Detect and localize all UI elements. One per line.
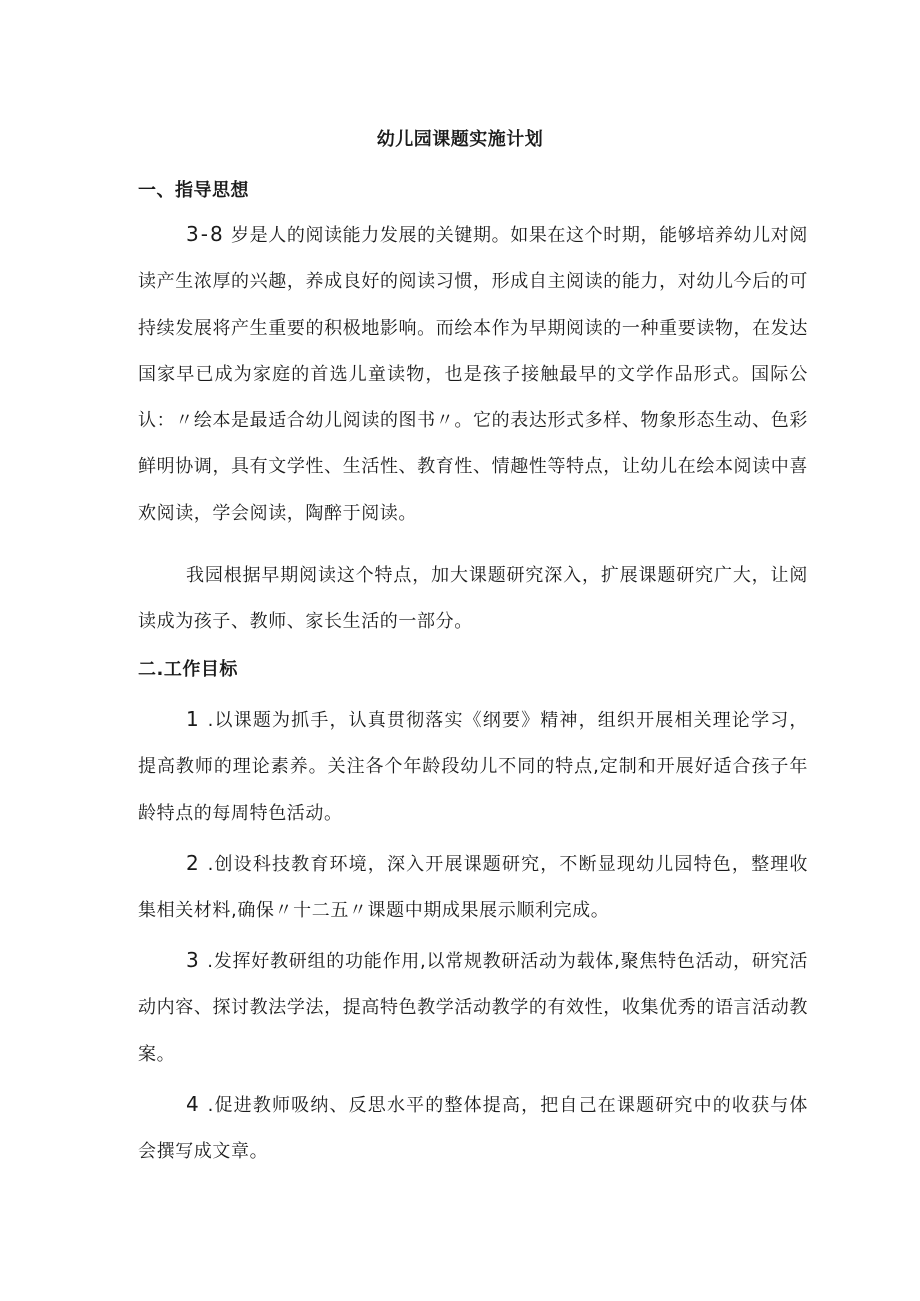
goal-number: 1 (186, 707, 201, 731)
goal-number: 2 (186, 851, 201, 875)
goal-item-3 (138, 937, 808, 1078)
paragraph-kindergarten-plan: 我园根据早期阅读这个特点，加大课题研究深入，扩展课题研究广大，让阅读成为孩子、教师、家长生活的一部分。 (138, 565, 808, 633)
goal-text: .促进教师吸纳、反思水平的整体提高，把自己在课题研究中的收获与体会撰写成文章。 (138, 1095, 808, 1163)
paragraph-text: 岁是人的阅读能力发展的关键期。如果在这个时期，能够培养幼儿对阅读产生浓厚的兴趣，养成良好的阅读习惯，形成自主阅读的能力，对幼儿今后的可持续发展将产生重要的积极地影响。而绘本作为早期阅读的一种重要读物，在发达国家早已成为家庭的首选儿童读物，也是孩子接触最早的文学作品形式。国际公认：〃绘本是最适合幼儿阅读的图书〃。它的表达形式多样、物象形态生动、色彩鲜明协调，具有文学性、生活性、教育性、情趣性等特点，让幼儿在绘本阅读中喜欢阅读，学会阅读，陶醉于阅读。 (138, 225, 808, 524)
goal-text: .创设科技教育环境，深入开展课题研究，不断显现幼儿园特色，整理收集相关材料,确保〃十二五〃课题中期成果展示顺利完成。 (138, 854, 808, 922)
goal-number: 4 (186, 1092, 201, 1116)
goal-item-1 (138, 696, 808, 837)
paragraph-reading-importance (138, 211, 808, 537)
goal-item-2 (138, 840, 808, 935)
paragraph-number: 3-8 (186, 222, 225, 246)
section-heading-work-goals: 二.工作目标 (138, 659, 238, 680)
goal-number: 3 (186, 948, 201, 972)
goal-item-4 (138, 1081, 808, 1176)
document-title: 幼儿园课题实施计划 (376, 129, 544, 150)
section-heading-guiding-ideology: 一、指导思想 (138, 180, 249, 201)
goal-text: .发挥好教研组的功能作用,以常规教研活动为载体,聚焦特色活动，研究活动内容、探讨教法学法，提高特色教学活动教学的有效性，收集优秀的语言活动教案。 (138, 951, 808, 1065)
goal-text: .以课题为抓手，认真贯彻落实《纲要》精神，组织开展相关理论学习，提高教师的理论素养。关注各个年龄段幼儿不同的特点,定制和开展好适合孩子年龄特点的每周特色活动。 (138, 710, 808, 824)
